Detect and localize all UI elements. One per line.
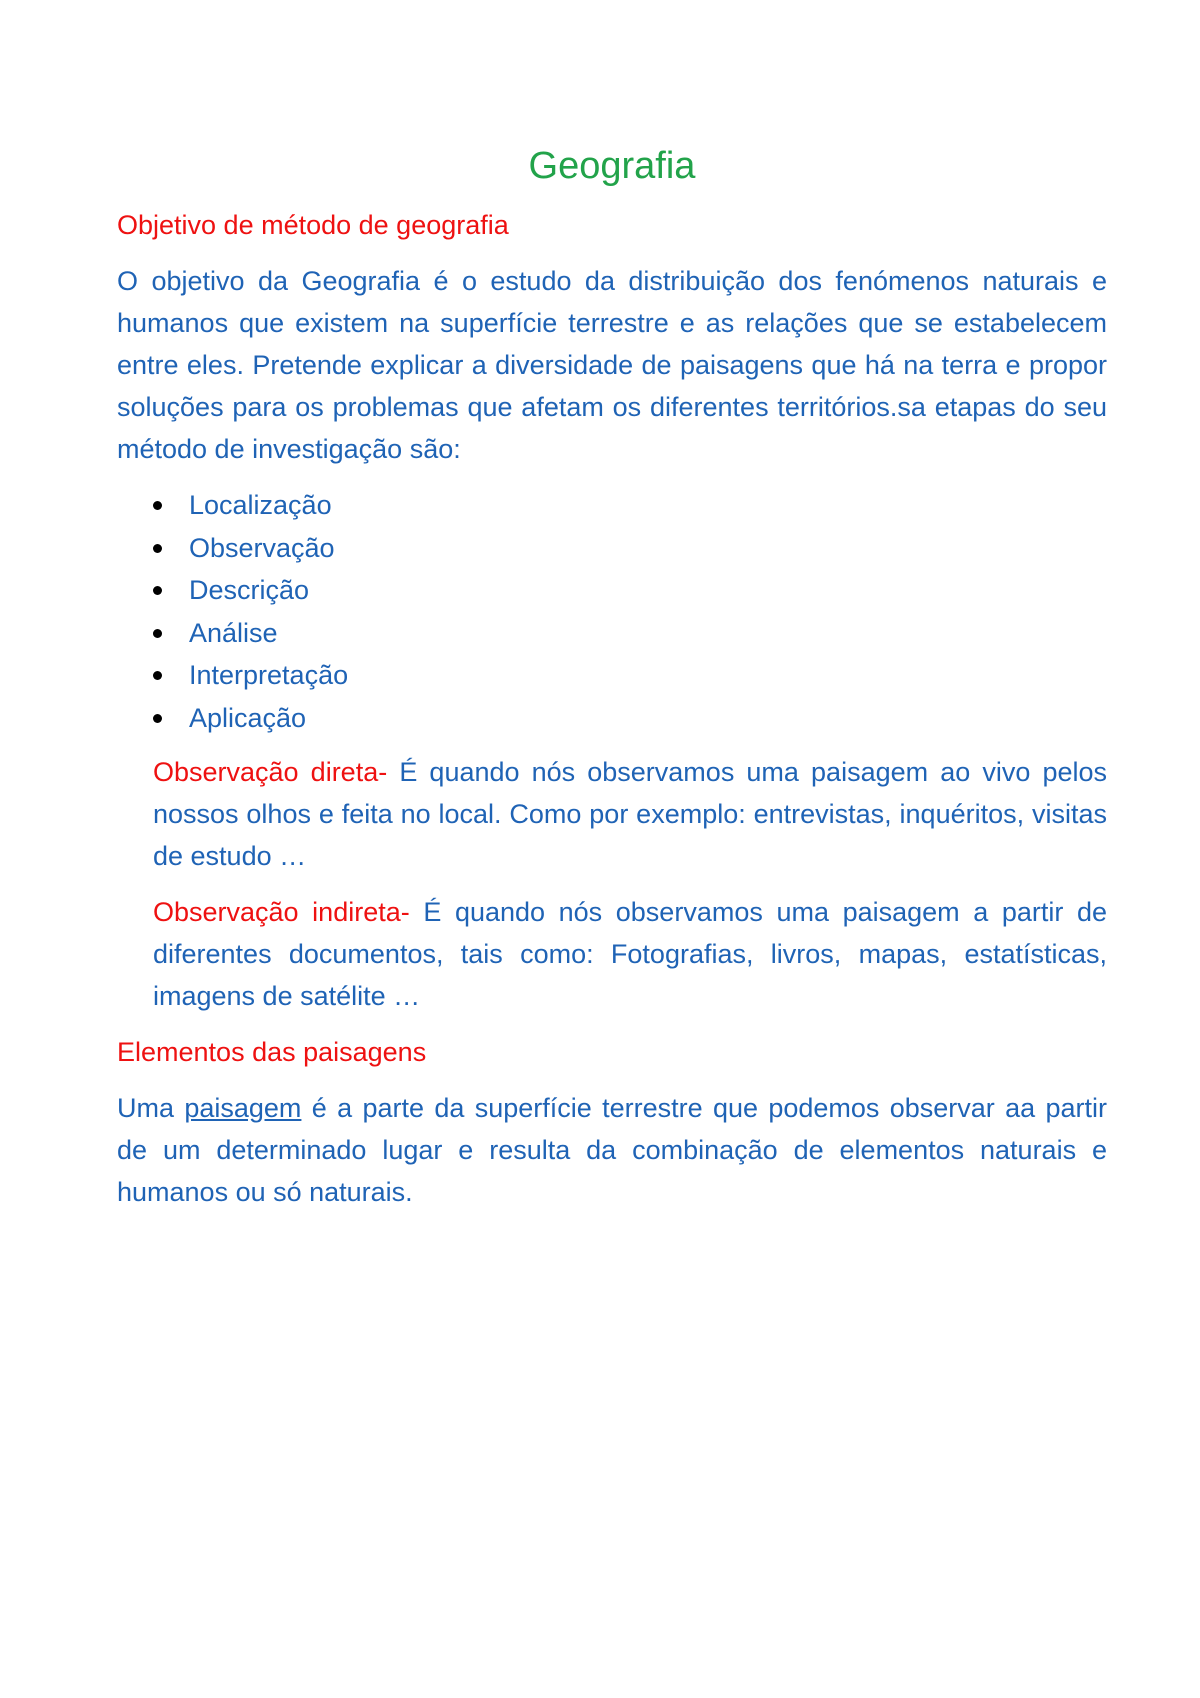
paisagem-definition: é a parte da superfície terrestre que podemos observar aa partir de um determinado lugar e resulta da combinação de elementos naturais e humanos ou só naturais. — [117, 1093, 1107, 1207]
list-item — [153, 654, 1107, 697]
list-item — [153, 612, 1107, 655]
paragraph-paisagem — [117, 1087, 1107, 1213]
list-item-label: Interpretação — [189, 660, 349, 690]
keyword-paisagem: paisagem — [184, 1093, 302, 1123]
list-item-label: Localização — [189, 490, 332, 520]
list-item — [153, 484, 1107, 527]
bullet-icon — [153, 586, 162, 595]
paragraph-observacao-direta — [153, 751, 1107, 877]
term-observacao-indireta: Observação indireta- — [153, 897, 410, 927]
bullet-icon — [153, 671, 162, 680]
list-item — [153, 697, 1107, 740]
bullet-icon — [153, 544, 162, 553]
list-item-label: Observação — [189, 532, 335, 563]
page-title: Geografia — [528, 145, 696, 187]
paisagem-intro: Uma — [117, 1093, 185, 1123]
paragraph-objetivo: O objetivo da Geografia é o estudo da distribuição dos fenómenos naturais e humanos que existem na superfície terrestre e as relações que se estabelecem entre eles. Pretende explicar a diversidade de paisagens que há na terra e propor soluções para os problemas que afetam os diferentes territórios.sa etapas do seu método de investigação são: — [117, 266, 1107, 464]
list-item-label: Aplicação — [189, 702, 307, 733]
method-steps-list — [117, 484, 1107, 739]
list-item-label: Análise — [189, 617, 278, 648]
list-item — [153, 569, 1107, 612]
document-content — [117, 140, 1107, 1227]
section-heading-objetivo: Objetivo de método de geografia — [117, 210, 509, 240]
paragraph-observacao-indireta — [153, 891, 1107, 1017]
bullet-icon — [153, 714, 162, 723]
section-heading-elementos: Elementos das paisagens — [117, 1037, 427, 1067]
definition-observacao-direta: É quando nós observamos uma paisagem ao vivo pelos nossos olhos e feita no local. Como por exemplo: entrevistas, inquéritos, visitas de estudo … — [153, 757, 1108, 871]
list-item-label: Descrição — [189, 575, 310, 605]
bullet-icon — [153, 501, 162, 510]
bullet-icon — [153, 629, 162, 638]
list-item — [153, 527, 1107, 570]
definition-observacao-indireta: É quando nós observamos uma paisagem a partir de diferentes documentos, tais como: Fotografias, livros, mapas, estatísticas, imagens de satélite … — [153, 897, 1108, 1011]
term-observacao-direta: Observação direta- — [153, 757, 388, 787]
